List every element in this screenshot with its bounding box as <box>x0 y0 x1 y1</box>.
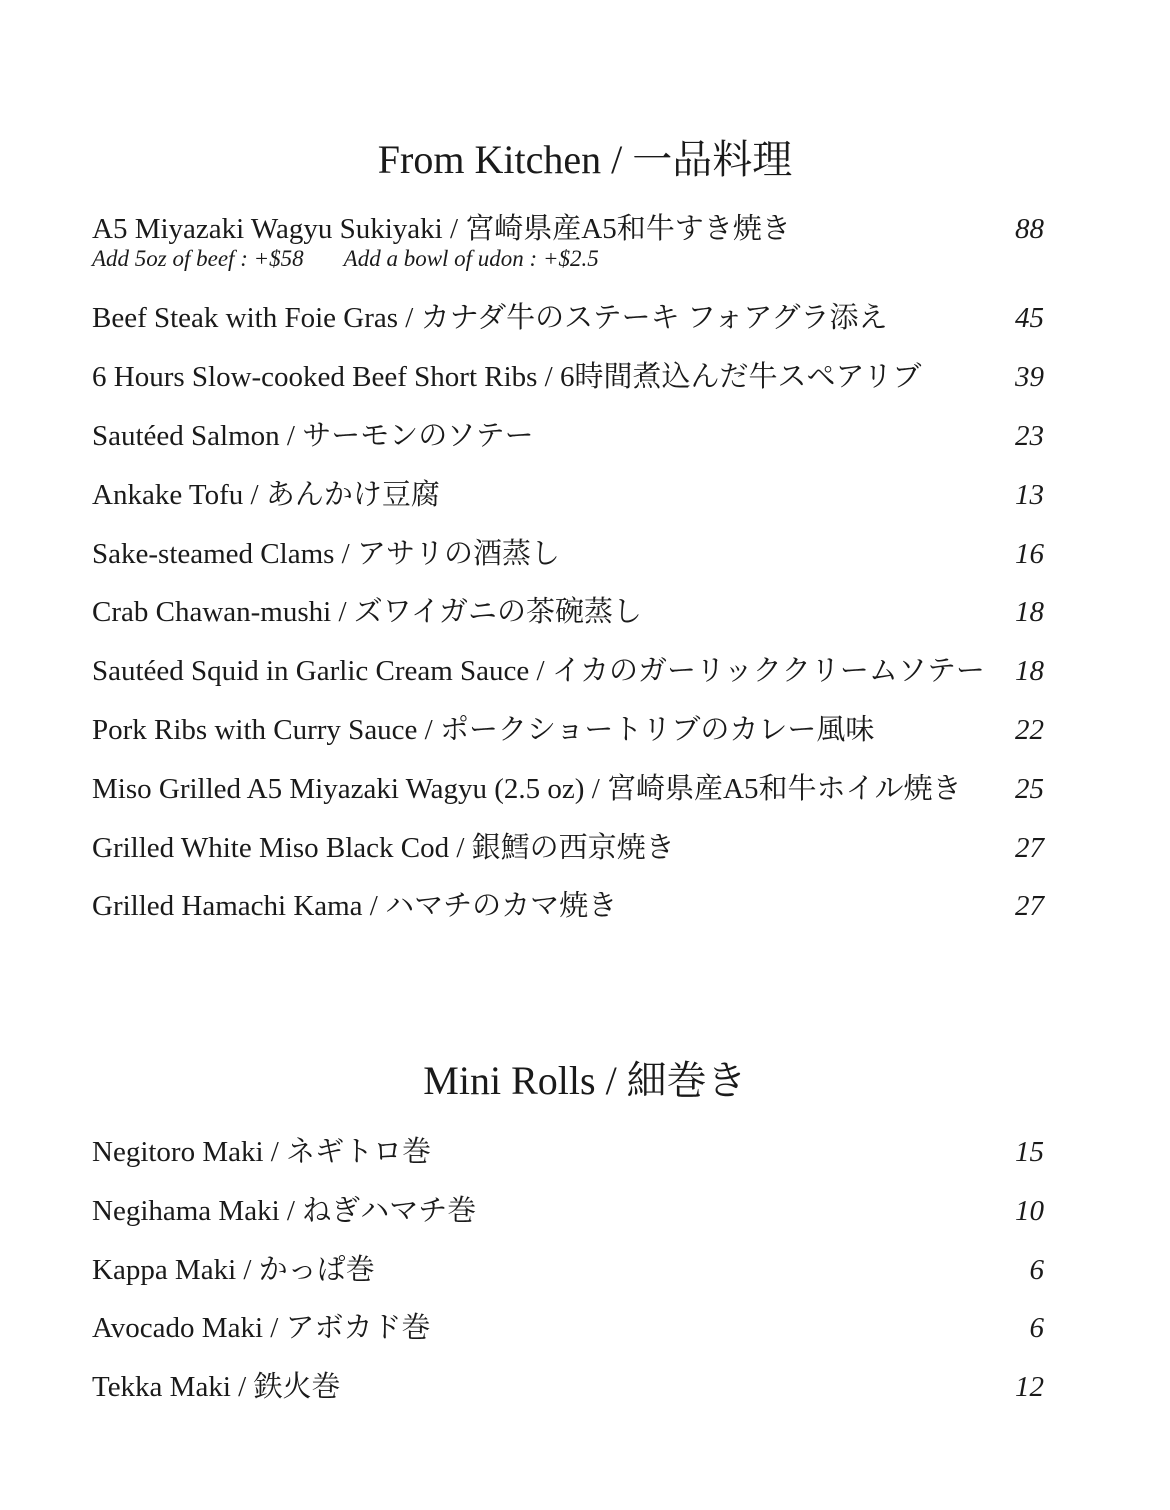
menu-item-price: 16 <box>1015 538 1044 570</box>
menu-item-name: Pork Ribs with Curry Sauce / ポークショートリブのカレー風味 <box>92 714 875 746</box>
menu-item-name: A5 Miyazaki Wagyu Sukiyaki / 宮崎県産A5和牛すき焼き <box>92 213 791 245</box>
menu-item-name: Sake-steamed Clams / アサリの酒蒸し <box>92 538 560 570</box>
menu-item-name: Avocado Maki / アボカド巻 <box>92 1312 431 1344</box>
menu-item-name: Sautéed Squid in Garlic Cream Sauce / イカのガーリッククリームソテー <box>92 655 985 687</box>
kitchen-section-title: From Kitchen / 一品料理 <box>377 137 793 182</box>
add-udon-note: Add a bowl of udon : +$2.5 <box>343 246 599 271</box>
menu-item-name: Negihama Maki / ねぎハマチ巻 <box>92 1195 477 1227</box>
menu-item-note <box>92 246 599 272</box>
rolls-section-title: Mini Rolls / 細巻き <box>423 1058 747 1103</box>
rolls-section <box>0 1057 1170 1105</box>
kitchen-section <box>0 136 1170 184</box>
menu-item-name: Beef Steak with Foie Gras / カナダ牛のステーキ フォアグラ添え <box>92 302 888 334</box>
menu-item-price: 15 <box>1015 1136 1044 1168</box>
menu-item-name: Grilled Hamachi Kama / ハマチのカマ焼き <box>92 890 618 922</box>
menu-item-name: Grilled White Miso Black Cod / 銀鱈の西京焼き <box>92 832 675 864</box>
menu-item-price: 6 <box>1029 1312 1044 1344</box>
menu-item-price: 27 <box>1015 890 1044 922</box>
menu-item-price: 88 <box>1015 213 1044 245</box>
menu-item-name: Sautéed Salmon / サーモンのソテー <box>92 420 534 452</box>
menu-item-price: 27 <box>1015 832 1044 864</box>
menu-item-price: 12 <box>1015 1371 1044 1403</box>
menu-item-name: 6 Hours Slow-cooked Beef Short Ribs / 6時間煮込んだ牛スペアリブ <box>92 361 922 393</box>
menu-item-price: 13 <box>1015 479 1044 511</box>
menu-item-name: Kappa Maki / かっぱ巻 <box>92 1254 375 1286</box>
menu-item-name: Negitoro Maki / ネギトロ巻 <box>92 1136 432 1168</box>
menu-item-price: 39 <box>1015 361 1044 393</box>
menu-item-name: Miso Grilled A5 Miyazaki Wagyu (2.5 oz) / 宮崎県産A5和牛ホイル焼き <box>92 773 962 805</box>
menu-item-price: 18 <box>1015 596 1044 628</box>
menu-item-price: 6 <box>1029 1254 1044 1286</box>
add-beef-note: Add 5oz of beef : +$58 <box>92 246 304 271</box>
menu-item-price: 22 <box>1015 714 1044 746</box>
menu-item-name: Tekka Maki / 鉄火巻 <box>92 1371 341 1403</box>
menu-item-name: Ankake Tofu / あんかけ豆腐 <box>92 479 440 511</box>
menu-item-price: 25 <box>1015 773 1044 805</box>
menu-item-name: Crab Chawan-mushi / ズワイガニの茶碗蒸し <box>92 596 643 628</box>
menu-item-price: 45 <box>1015 302 1044 334</box>
menu-item-price: 10 <box>1015 1195 1044 1227</box>
menu-item-price: 23 <box>1015 420 1044 452</box>
menu-item-price: 18 <box>1015 655 1044 687</box>
